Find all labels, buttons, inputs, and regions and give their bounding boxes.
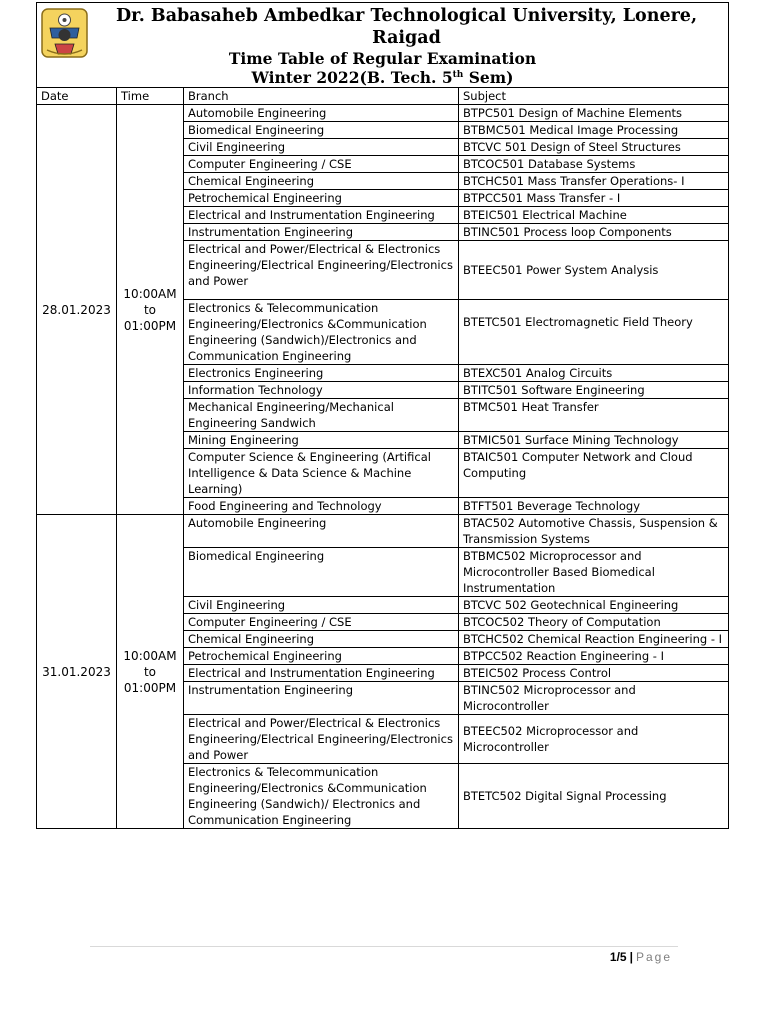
subject-cell: BTBMC502 Microprocessor and Microcontroller Based Biomedical Instrumentation (459, 548, 729, 597)
exam-session-title: Winter 2022(B. Tech. 5th Sem) (251, 68, 514, 87)
column-header-time: Time (117, 88, 184, 105)
branch-cell: Instrumentation Engineering (184, 682, 459, 715)
branch-cell: Information Technology (184, 382, 459, 399)
exam-date: 31.01.2023 (37, 515, 117, 829)
branch-cell: Civil Engineering (184, 597, 459, 614)
branch-cell: Automobile Engineering (184, 515, 459, 548)
branch-cell: Mechanical Engineering/Mechanical Engineering Sandwich (184, 399, 459, 432)
table-row (37, 105, 729, 122)
page-number: 1/5 (609, 950, 627, 964)
subject-cell: BTCHC501 Mass Transfer Operations- I (459, 173, 729, 190)
branch-cell: Petrochemical Engineering (184, 190, 459, 207)
subject-cell: BTMIC501 Surface Mining Technology (459, 432, 729, 449)
subject-cell: BTEIC501 Electrical Machine (459, 207, 729, 224)
branch-cell: Civil Engineering (184, 139, 459, 156)
subject-cell: BTCVC 501 Design of Steel Structures (459, 139, 729, 156)
subject-cell: BTETC502 Digital Signal Processing (459, 764, 729, 829)
branch-cell: Electrical and Instrumentation Engineering (184, 207, 459, 224)
subject-cell: BTPCC501 Mass Transfer - I (459, 190, 729, 207)
branch-cell: Petrochemical Engineering (184, 648, 459, 665)
subject-cell: BTETC501 Electromagnetic Field Theory (459, 300, 729, 365)
exam-time: 10:00AM to 01:00PM (117, 105, 184, 515)
subject-cell: BTINC501 Process loop Components (459, 224, 729, 241)
branch-cell: Electronics & Telecommunication Engineering/Electronics &Communication Engineering (Sandwich)/Electronics and Communication Engineering (184, 300, 459, 365)
subject-cell: BTINC502 Microprocessor and Microcontroller (459, 682, 729, 715)
subject-cell: BTCOC502 Theory of Computation (459, 614, 729, 631)
branch-cell: Computer Engineering / CSE (184, 156, 459, 173)
subject-cell: BTEXC501 Analog Circuits (459, 365, 729, 382)
branch-cell: Chemical Engineering (184, 631, 459, 648)
document-header (37, 3, 729, 88)
footer-divider (90, 946, 678, 947)
branch-cell: Computer Engineering / CSE (184, 614, 459, 631)
branch-cell: Mining Engineering (184, 432, 459, 449)
page-footer (610, 950, 672, 964)
branch-cell: Food Engineering and Technology (184, 498, 459, 515)
timetable (36, 2, 729, 829)
subject-cell: BTMC501 Heat Transfer (459, 399, 729, 432)
subject-cell: BTCOC501 Database Systems (459, 156, 729, 173)
page-word: Page (635, 950, 672, 964)
column-header-date: Date (37, 88, 117, 105)
column-header-row (37, 88, 729, 105)
subject-cell: BTAIC501 Computer Network and Cloud Computing (459, 449, 729, 498)
branch-cell: Electronics Engineering (184, 365, 459, 382)
branch-cell: Biomedical Engineering (184, 122, 459, 139)
university-logo-icon (41, 8, 88, 58)
column-header-branch: Branch (184, 88, 459, 105)
subject-cell: BTITC501 Software Engineering (459, 382, 729, 399)
branch-cell: Electrical and Power/Electrical & Electronics Engineering/Electrical Engineering/Electronics and Power (184, 715, 459, 764)
subject-cell: BTEEC501 Power System Analysis (459, 241, 729, 300)
subject-cell: BTCVC 502 Geotechnical Engineering (459, 597, 729, 614)
branch-cell: Electrical and Instrumentation Engineering (184, 665, 459, 682)
column-header-subject: Subject (459, 88, 729, 105)
branch-cell: Electrical and Power/Electrical & Electronics Engineering/Electrical Engineering/Electronics and Power (184, 241, 459, 300)
branch-cell: Automobile Engineering (184, 105, 459, 122)
table-row (37, 515, 729, 548)
exam-time: 10:00AM to 01:00PM (117, 515, 184, 829)
branch-cell: Instrumentation Engineering (184, 224, 459, 241)
subject-cell: BTPC501 Design of Machine Elements (459, 105, 729, 122)
university-title: Dr. Babasaheb Ambedkar Technological University, Lonere, Raigad (115, 6, 698, 48)
subject-cell: BTBMC501 Medical Image Processing (459, 122, 729, 139)
exam-date: 28.01.2023 (37, 105, 117, 515)
timetable-title: Time Table of Regular Examination (228, 49, 537, 68)
subject-cell: BTEIC502 Process Control (459, 665, 729, 682)
page-separator: | (629, 950, 633, 964)
subject-cell: BTAC502 Automotive Chassis, Suspension & Transmission Systems (459, 515, 729, 548)
subject-cell: BTPCC502 Reaction Engineering - I (459, 648, 729, 665)
subject-cell: BTEEC502 Microprocessor and Microcontroller (459, 715, 729, 764)
subject-cell: BTFT501 Beverage Technology (459, 498, 729, 515)
branch-cell: Electronics & Telecommunication Engineering/Electronics &Communication Engineering (Sandwich)/ Electronics and Communication Engineering (184, 764, 459, 829)
branch-cell: Biomedical Engineering (184, 548, 459, 597)
subject-cell: BTCHC502 Chemical Reaction Engineering - I (459, 631, 729, 648)
branch-cell: Chemical Engineering (184, 173, 459, 190)
branch-cell: Computer Science & Engineering (Artifical Intelligence & Data Science & Machine Learning) (184, 449, 459, 498)
